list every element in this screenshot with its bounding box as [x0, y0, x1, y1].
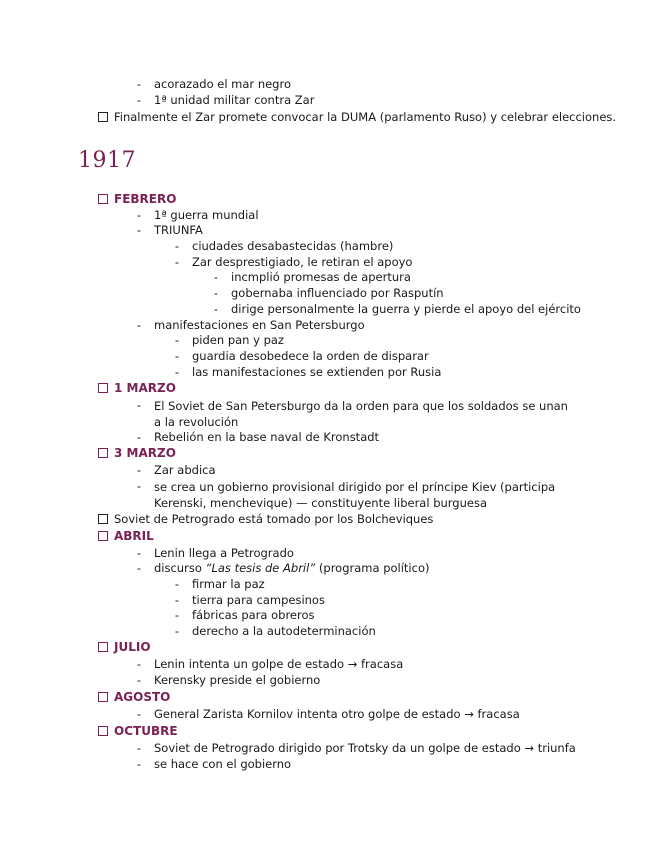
- checkbox-icon: [98, 692, 108, 702]
- checkbox-icon: [98, 383, 108, 393]
- checkbox-icon: [98, 726, 108, 736]
- discurso-text: discurso “Las tesis de Abril” (programa político): [154, 561, 430, 575]
- checkbox-icon: [98, 531, 108, 541]
- checkbox-icon: [98, 194, 108, 204]
- checkbox-icon: [98, 448, 108, 458]
- checkbox-icon: [98, 514, 108, 524]
- tesis-title: “Las tesis de Abril”: [205, 561, 316, 575]
- checkbox-icon: [98, 642, 108, 652]
- document-page: - acorazado el mar negro - 1ª unidad militar contra Zar Finalmente el Zar promete convocar la DUMA (parlamento Ruso) y celebrar elecciones. 1917 FEBRERO - 1ª guerra mundial - TRIUNFA - ciudades desabastecidas (hambre) - Zar desprestigiado, le retiran el apoyo - incmplió promesas de apertura - gobernaba influenciado por Rasputín - dirige personalmente la guerra y pierde el apoyo del ejército - manifestaciones en San Petersburgo - piden pan y paz - guardia desobedece la orden de disparar - las manifestaciones se extienden por Rusia 1 MARZO - El Soviet de San Petersburgo da la orden para que los soldados se unan a la revolución - Rebelión en la base naval de Kronstadt 3 MARZO - Zar abdica - se crea un gobierno provisional dirigido por el príncipe Kiev (participa Kerenski, menchevique) — constituyente liberal burguesa Soviet de Petrogrado está tomado por los Bolcheviques ABRIL - Lenin llega a Petrogrado - discurso “Las tesis de Abril” (programa político) - firmar la paz - tierra para campesinos - fábricas para obreros - derecho a la autodeterminación JULIO - Lenin intenta un golpe de estado → fracasa - Kerensky preside el gobierno AGOSTO - General Zarista Kornilov intenta otro golpe de estado → fracasa OCTUBRE - Soviet de Petrogrado dirigido por Trotsky da un golpe de estado → triunfa - se hace con el gobierno: [78, 77, 617, 771]
- page-title: 1917: [78, 148, 136, 173]
- checkbox-icon: [98, 112, 108, 122]
